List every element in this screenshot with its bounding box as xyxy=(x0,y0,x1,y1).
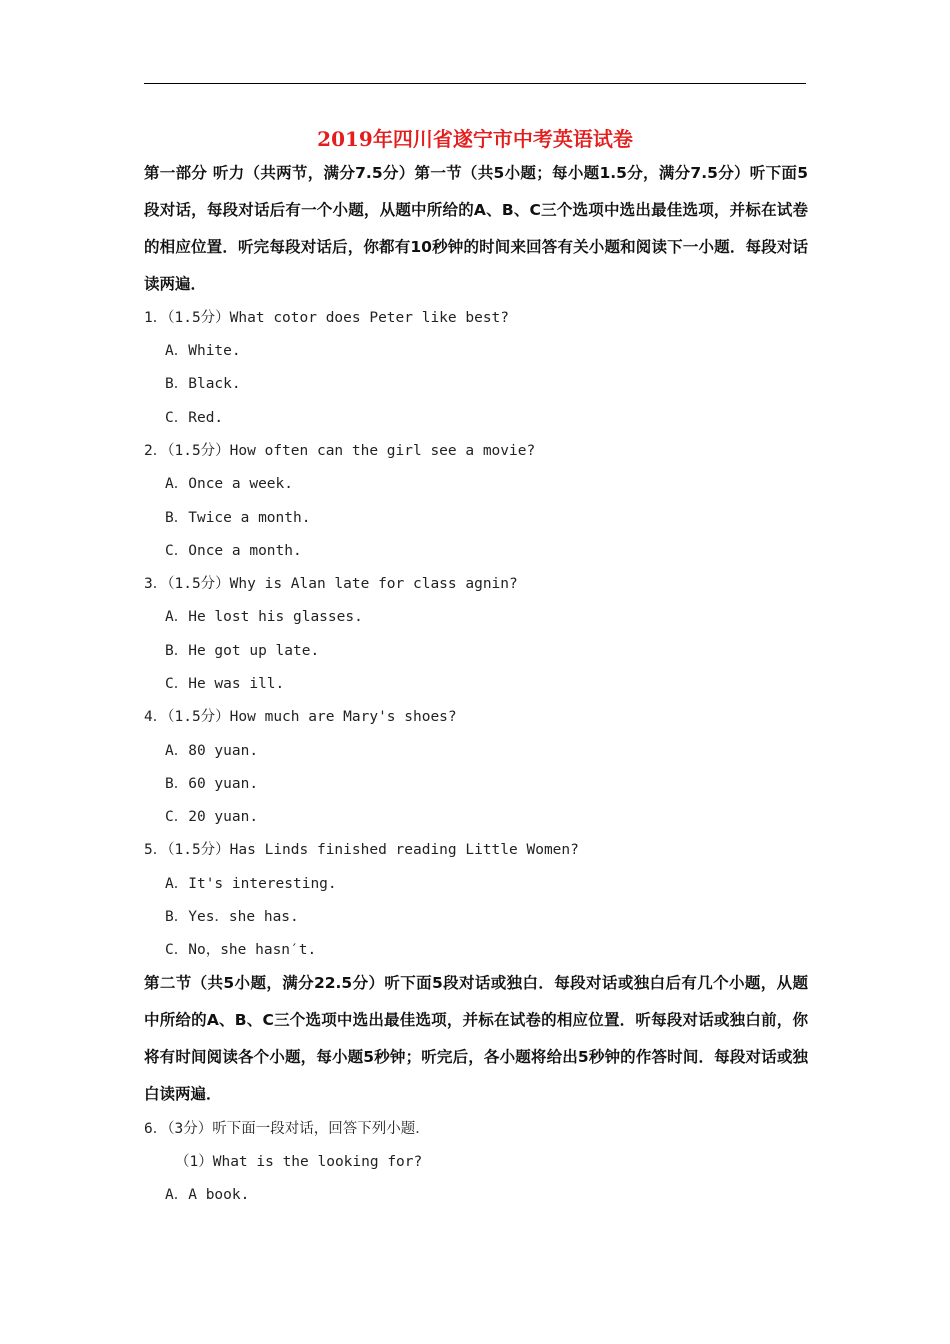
q4-option-c: C．20 yuan. xyxy=(165,809,259,825)
q2-option-a: A．Once a week. xyxy=(165,476,293,492)
q6-option-a: A．A book. xyxy=(165,1187,250,1203)
part2-instructions: 第二节（共5小题，满分22.5分）听下面5段对话或独白．每段对话或独白后有几个小题，从题中所给的A、B、C三个选项中选出最佳选项，并标在试卷的相应位置．听每段对话或独白前，你将有时间阅读各个小题，每小题5秒钟；听完后，各小题将给出5秒钟的作答时间．每段对话或独白读两遍． xyxy=(144,974,808,1103)
question-3: 3．（1.5分）Why is Alan late for class agnin? xyxy=(144,576,518,592)
q3-option-b: B．He got up late. xyxy=(165,643,320,659)
q3-option-a: A．He lost his glasses. xyxy=(165,609,363,625)
question-5: 5．（1.5分）Has Linds finished reading Little Women? xyxy=(144,842,579,858)
q1-option-c: C．Red. xyxy=(165,410,224,426)
q1-option-a: A．White. xyxy=(165,343,241,359)
q3-option-c: C．He was ill. xyxy=(165,676,285,692)
q5-option-b: B．Yes．she has. xyxy=(165,909,299,925)
header-rule xyxy=(144,83,806,84)
q5-option-c: C．No，she hasn′t. xyxy=(165,942,317,958)
q4-option-a: A．80 yuan. xyxy=(165,743,259,759)
question-6: 6．（3分）听下面一段对话，回答下列小题． xyxy=(144,1121,430,1137)
question-2: 2．（1.5分）How often can the girl see a movie? xyxy=(144,443,536,459)
part1-instructions: 第一部分 听力（共两节，满分7.5分）第一节（共5小题；每小题1.5分，满分7.5分）听下面5段对话，每段对话后有一个小题，从题中所给的A、B、C三个选项中选出最佳选项，并标在试卷的相应位置．听完每段对话后，你都有10秒钟的时间来回答有关小题和阅读下一小题．每段对话读两遍． xyxy=(144,164,808,293)
q2-option-b: B．Twice a month. xyxy=(165,510,311,526)
exam-title: 2019年四川省遂宁市中考英语试卷 xyxy=(317,127,633,151)
question-4: 4．（1.5分）How much are Mary's shoes? xyxy=(144,709,457,725)
q2-option-c: C．Once a month. xyxy=(165,543,302,559)
q6-sub-1: （1）What is the looking for? xyxy=(175,1154,423,1170)
q1-option-b: B．Black. xyxy=(165,376,241,392)
q5-option-a: A．It's interesting. xyxy=(165,876,337,892)
question-1: 1．（1.5分）What cotor does Peter like best? xyxy=(144,310,510,326)
q4-option-b: B．60 yuan. xyxy=(165,776,259,792)
